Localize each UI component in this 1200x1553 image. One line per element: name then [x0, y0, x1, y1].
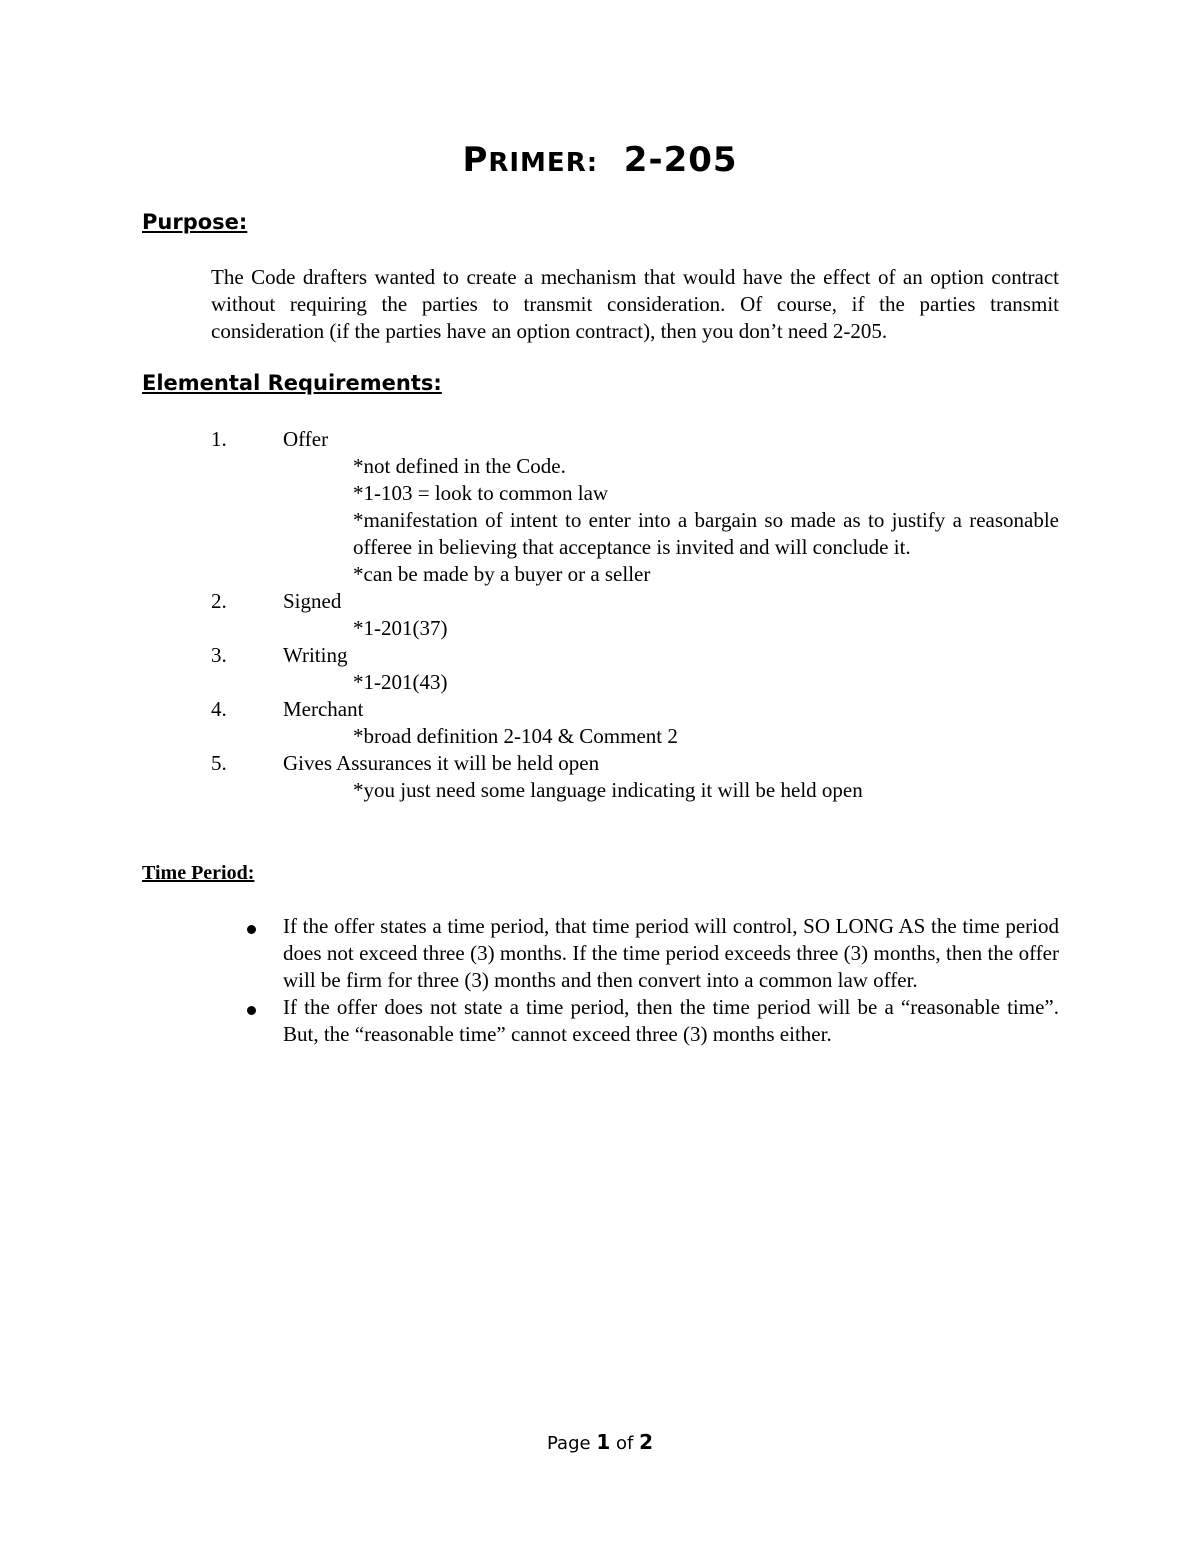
elemental-requirements-heading: Elemental Requirements:	[142, 371, 442, 395]
list-item	[0, 750, 1200, 777]
list-item-note: *1-201(43)	[353, 670, 448, 694]
list-item	[0, 588, 1200, 615]
bullet-text: If the offer does not state a time period, then the time period will be a “reasonable time”. But, the “reasonable time” cannot exceed three (3) months either.	[283, 995, 1059, 1046]
list-item-number: 5.	[211, 751, 227, 775]
page-number-footer	[0, 1430, 1200, 1454]
title-rest: RIMER:	[488, 148, 599, 178]
list-item-label: Signed	[283, 589, 342, 613]
list-item-number: 1.	[211, 427, 227, 451]
footer-current-page: 1	[596, 1430, 611, 1454]
bullet-icon	[247, 925, 256, 934]
purpose-paragraph: The Code drafters wanted to create a mechanism that would have the effect of an option contract without requiring the parties to transmit consideration. Of course, if the parties transmit consideration (if the parties have an option contract), then you don’t need 2-205.	[211, 265, 1059, 343]
document-title	[0, 140, 1200, 180]
time-period-heading: Time Period:	[142, 862, 255, 884]
bullet-text: If the offer states a time period, that time period will control, SO LONG AS the time period does not exceed three (3) months. If the time period exceeds three (3) months, then the offer will be firm for three (3) months and then convert into a common law offer.	[283, 914, 1059, 992]
footer-total-pages: 2	[639, 1430, 653, 1454]
list-item-number: 3.	[211, 643, 227, 667]
list-item-label: Merchant	[283, 697, 364, 721]
list-item-label: Offer	[283, 427, 329, 451]
list-item-note: *manifestation of intent to enter into a bargain so made as to justify a reasonable offeree in believing that acceptance is invited and will conclude it.	[353, 508, 1059, 559]
list-item-note: *broad definition 2-104 & Comment 2	[353, 724, 678, 748]
list-item-note: *1-201(37)	[353, 616, 448, 640]
footer-of-word: of	[615, 1433, 634, 1454]
time-period-list	[0, 913, 1200, 1048]
list-item-note: *can be made by a buyer or a seller	[353, 562, 651, 586]
bullet-item	[283, 913, 1059, 994]
list-item	[0, 696, 1200, 723]
list-item-label: Writing	[283, 643, 348, 667]
requirements-list	[0, 426, 1200, 804]
list-item	[0, 426, 1200, 453]
bullet-icon	[247, 1006, 256, 1015]
title-number: 2-205	[623, 140, 738, 180]
list-item-note: *not defined in the Code.	[353, 454, 566, 478]
list-item-number: 4.	[211, 697, 227, 721]
purpose-heading: Purpose:	[142, 210, 248, 234]
bullet-item	[283, 994, 1059, 1048]
title-initial: P	[462, 140, 489, 180]
footer-page-word: Page	[547, 1433, 591, 1454]
list-item-note: *1-103 = look to common law	[353, 481, 609, 505]
list-item-label: Gives Assurances it will be held open	[283, 751, 600, 775]
list-item	[0, 642, 1200, 669]
list-item-note: *you just need some language indicating it will be held open	[353, 778, 863, 802]
list-item-number: 2.	[211, 589, 227, 613]
